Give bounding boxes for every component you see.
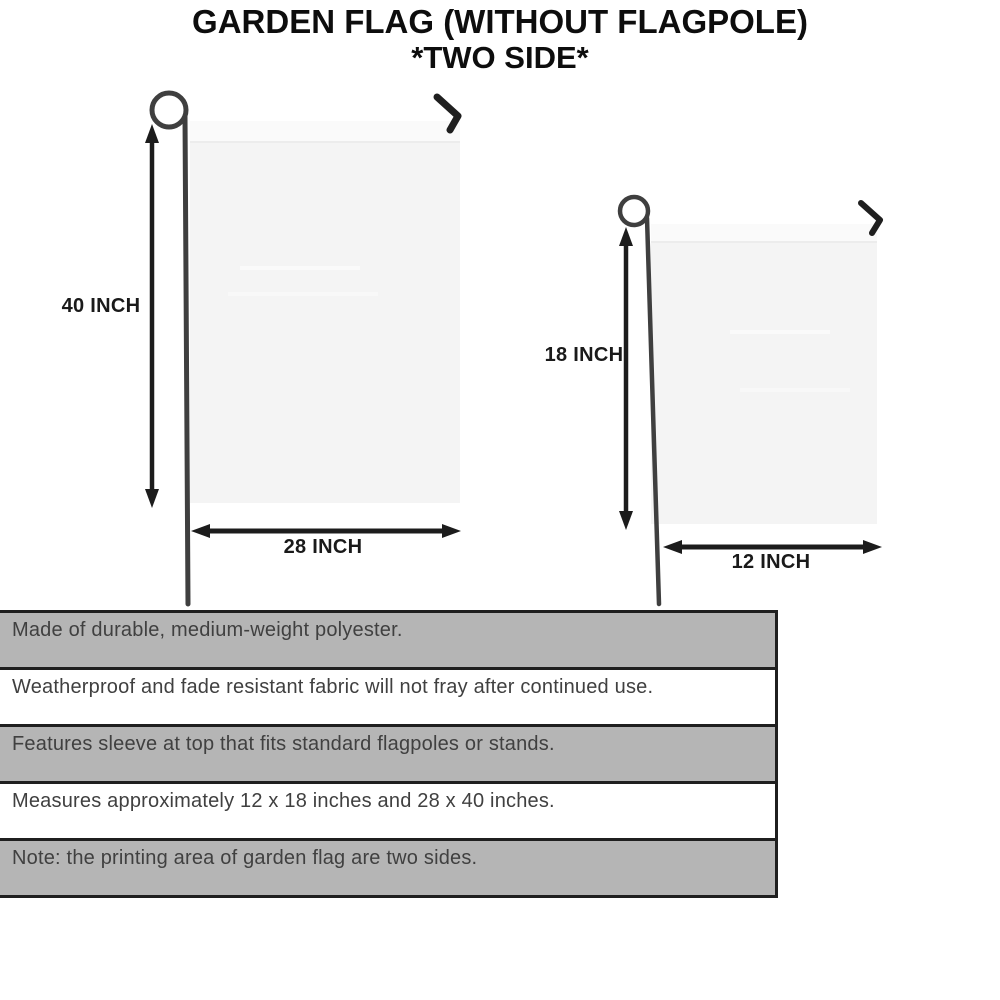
feature-table [0,610,778,898]
feature-row-measures [0,781,775,838]
feature-row-weatherproof [0,667,775,724]
feature-text: Note: the printing area of garden flag are two sides. [12,847,478,869]
small-flagpole-loop [620,197,648,225]
large-flag-width-label: 28 INCH [283,536,363,558]
large-flagpole-loop [152,93,186,127]
large-flag-fabric [190,121,460,503]
small-flag-fold-line [730,330,830,334]
large-flag-fold-line [228,292,378,296]
header [0,4,1000,75]
large-flagpole-hook [437,97,458,130]
small-flag-height-label: 18 INCH [544,344,624,366]
small-flag-width-label: 12 INCH [731,551,811,573]
page-title: GARDEN FLAG (WITHOUT FLAGPOLE) [192,3,808,40]
feature-text: Measures approximately 12 x 18 inches and 28 x 40 inches. [12,790,555,812]
small-flag-group [619,197,882,604]
feature-row-sleeve [0,724,775,781]
large-flagpole [185,116,188,604]
large-flag-group [145,93,461,604]
page-subtitle: *TWO SIDE* [411,39,589,75]
feature-row-note [0,838,775,895]
large-flag-fold-line [240,266,360,270]
feature-text: Weatherproof and fade resistant fabric will not fray after continued use. [12,676,654,698]
large-flag-height-label: 40 INCH [61,295,141,317]
small-flagpole-hook [861,203,880,233]
feature-text: Made of durable, medium-weight polyester. [12,619,403,641]
small-flag-height-arrow [619,227,633,530]
large-flag-sleeve [190,121,460,141]
small-flag-fold-line [740,388,850,392]
feature-row-material [0,613,775,667]
small-flag-sleeve [651,224,877,241]
small-flagpole [647,218,659,604]
small-flag-fabric [651,224,877,524]
feature-text: Features sleeve at top that fits standard flagpoles or stands. [12,733,555,755]
